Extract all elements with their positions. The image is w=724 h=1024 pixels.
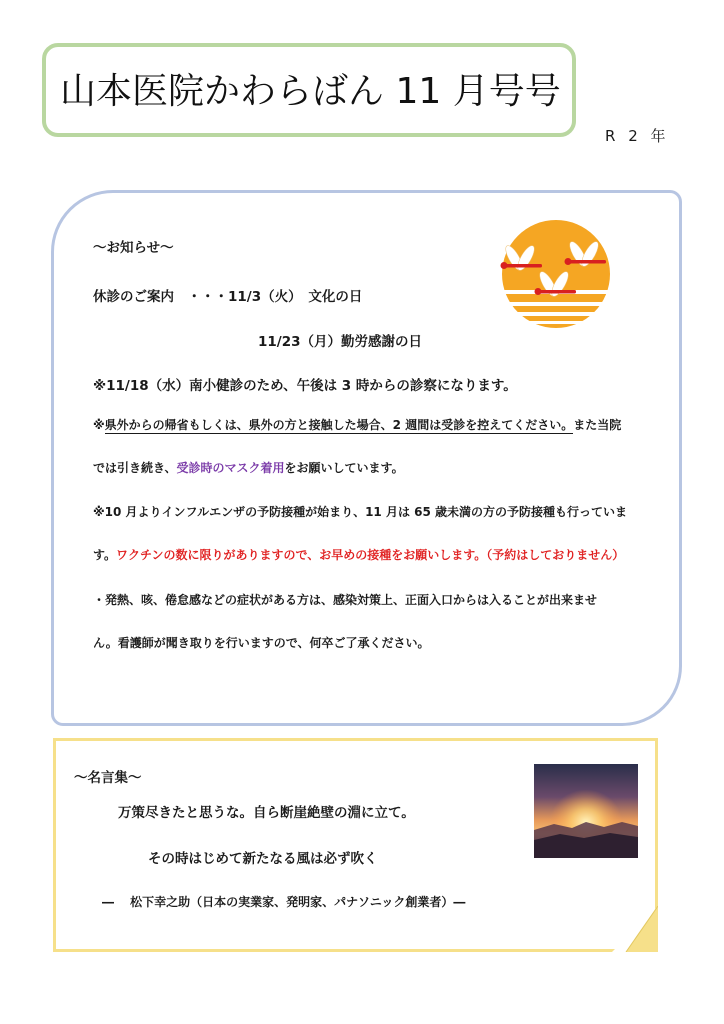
travel-prefix: ※ xyxy=(93,418,105,432)
travel-notice xyxy=(93,416,621,433)
closure-info-second: 11/23（月）勤労感謝の日 xyxy=(258,334,423,350)
mask-notice xyxy=(93,459,404,476)
sunset-photo xyxy=(534,764,638,858)
flu-notice-line2 xyxy=(93,546,624,563)
quote-heading: ～名言集～ xyxy=(74,770,142,786)
mask-prefix: では引き続き、 xyxy=(93,461,177,475)
flu-notice-line1: ※10 月よりインフルエンザの予防接種が始まり、11 月は 65 歳未満の方の予防接種も行っていま xyxy=(93,505,627,519)
closure-info: 休診のご案内 ・・・11/3（火） 文化の日 xyxy=(93,289,363,305)
issue-year: R 2 年 xyxy=(605,127,670,145)
fever-notice-line2: ん。看護師が聞き取りを行いますので、何卒ご了承ください。 xyxy=(93,636,430,650)
notice-heading: ～お知らせ～ xyxy=(93,240,174,256)
checkup-notice: ※11/18（水）南小健診のため、午後は 3 時からの診察になります。 xyxy=(93,378,517,394)
fever-notice-line1: ・発熱、咳、倦怠感などの症状がある方は、感染対策上、正面入口からは入ることが出来ませ xyxy=(93,593,598,607)
travel-warning-underlined: 県外からの帰省もしくは、県外の方と接触した場合、2 週間は受診を控えてください。 xyxy=(104,418,574,432)
page-curl-corner xyxy=(612,906,658,952)
mask-suffix: をお願いしています。 xyxy=(284,461,404,475)
vaccine-warning: ワクチンの数に限りがありますので、お早めの接種をお願いします。（予約はしておりません） xyxy=(116,548,625,562)
quote-line1: 万策尽きたと思うな。自ら断崖絶壁の淵に立て。 xyxy=(118,805,415,821)
flu-line2-prefix: す。 xyxy=(93,548,117,562)
quote-line2: その時はじめて新たなる風は必ず吹く xyxy=(148,851,378,867)
quote-attribution: ― 松下幸之助（日本の実業家、発明家、パナソニック創業者）― xyxy=(102,895,466,909)
mask-highlight: 受診時のマスク着用 xyxy=(176,461,285,475)
travel-suffix: また当院 xyxy=(573,418,622,432)
sun-dragonfly-illustration xyxy=(488,218,624,330)
newsletter-title: 山本医院かわらばん 11 月号号 xyxy=(60,71,561,112)
